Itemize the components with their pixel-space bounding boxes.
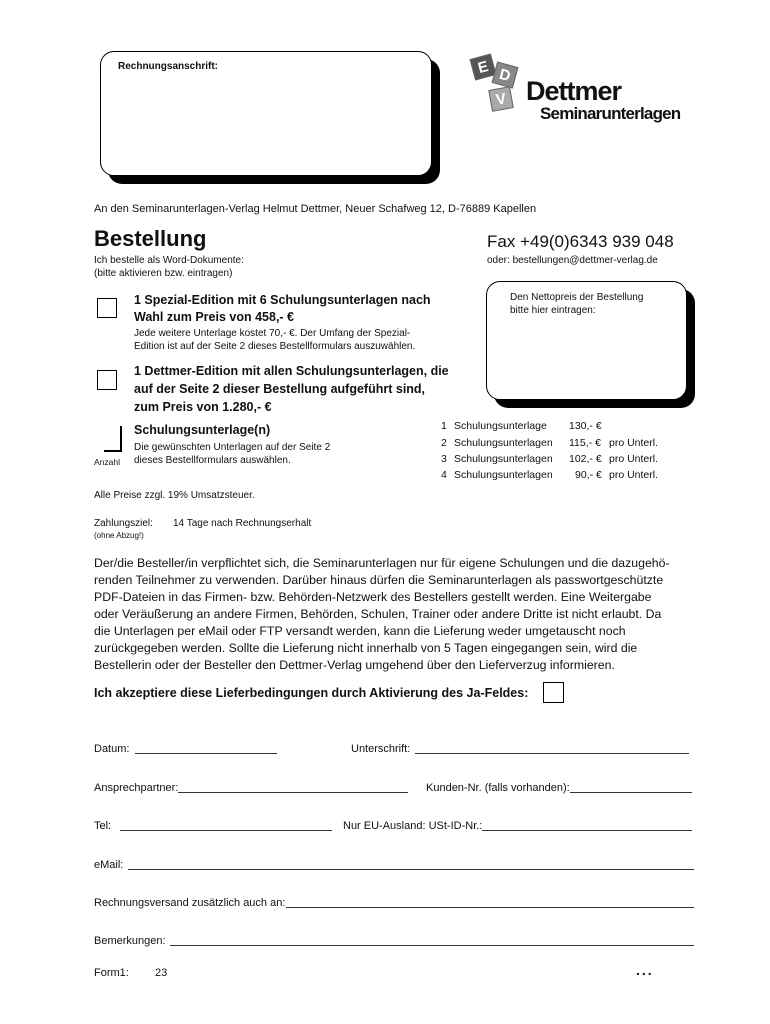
terms-line: oder Veräußerung an andere Firmen, Behörden, Schulen, Trainer oder andere Dritte ist nicht erlaubt. Da xyxy=(94,607,662,621)
contact-label: Ansprechpartner: xyxy=(94,782,179,794)
terms-line: PDF-Dateien in das Firmen- bzw. Behörden-Netzwerk des Bestellers gestellt werden. Eine Weitergabe xyxy=(94,590,652,604)
customer-no-input[interactable] xyxy=(570,792,692,793)
net-price-hint-line1: Den Nettopreis der Bestellung xyxy=(510,292,644,303)
signature-input[interactable] xyxy=(415,753,689,754)
price-qty: 1 xyxy=(441,420,447,432)
price-value: 130,- € xyxy=(569,420,602,432)
remarks-label: Bemerkungen: xyxy=(94,935,166,947)
price-item: Schulungsunterlagen xyxy=(454,437,553,449)
vat-note: Alle Preise zzgl. 19% Umsatzsteuer. xyxy=(94,490,255,501)
vat-id-input[interactable] xyxy=(482,830,692,831)
quantity-input[interactable] xyxy=(104,426,122,452)
special-edition-title xyxy=(134,292,431,326)
price-item: Schulungsunterlage xyxy=(454,420,547,432)
payment-note: (ohne Abzug!) xyxy=(94,531,144,540)
date-label: Datum: xyxy=(94,743,130,755)
logo-brand: Dettmer xyxy=(526,76,622,106)
date-input[interactable] xyxy=(135,753,277,754)
invoice-copy-label: Rechnungsversand zusätzlich auch an: xyxy=(94,897,286,909)
single-docs-note-line1: Die gewünschten Unterlagen auf der Seite 2 xyxy=(134,442,331,453)
order-intro-hint: (bitte aktivieren bzw. eintragen) xyxy=(94,268,233,279)
single-docs-note-line2: dieses Bestellformulars auswählen. xyxy=(134,455,291,466)
terms-paragraph xyxy=(94,555,694,674)
invoice-address-box[interactable] xyxy=(100,51,432,176)
logo-tile-e: E xyxy=(470,54,497,81)
terms-line: Der/die Besteller/in verpflichtet sich, die Seminarunterlagen nur für eigene Schulungen und die dazugehö- xyxy=(94,556,670,570)
single-docs-title: Schulungsunterlage(n) xyxy=(134,423,271,437)
fax-number: Fax +49(0)6343 939 048 xyxy=(487,232,674,251)
terms-line: die Unterlagen per eMail oder FTP versandt werden, kann die Lieferung weder umgetauscht noch xyxy=(94,624,626,638)
invoice-copy-input[interactable] xyxy=(286,907,694,908)
terms-line: Bestellerin oder der Besteller den Dettmer-Verlag umgehend über den Lieferverzug informieren. xyxy=(94,658,615,672)
special-edition-note xyxy=(134,327,415,353)
contact-input[interactable] xyxy=(178,792,408,793)
edv-logo xyxy=(468,50,708,130)
special-edition-note-line1: Jede weitere Unterlage kostet 70,- €. Der Umfang der Spezial- xyxy=(134,328,411,339)
price-item: Schulungsunterlagen xyxy=(454,469,553,481)
remarks-input[interactable] xyxy=(170,945,694,946)
payment-label: Zahlungsziel: xyxy=(94,518,153,529)
price-qty: 4 xyxy=(441,469,447,481)
full-edition-title-line1: 1 Dettmer-Edition mit allen Schulungsunterlagen, die xyxy=(134,364,449,378)
vat-id-label: Nur EU-Ausland: USt-ID-Nr.: xyxy=(343,820,483,832)
price-unit: pro Unterl. xyxy=(609,453,659,465)
price-unit: pro Unterl. xyxy=(609,437,659,449)
page-title: Bestellung xyxy=(94,226,207,251)
price-value: 115,- € xyxy=(569,437,601,449)
email-input[interactable] xyxy=(128,869,694,870)
full-edition-title xyxy=(134,362,449,416)
invoice-address-label: Rechnungsanschrift: xyxy=(118,61,219,72)
logo-tile-d: D xyxy=(492,62,519,89)
net-price-hint-line2: bitte hier eintragen: xyxy=(510,305,596,316)
payment-value: 14 Tage nach Rechnungserhalt xyxy=(173,518,312,529)
price-row xyxy=(441,420,447,432)
special-edition-checkbox[interactable] xyxy=(97,298,117,318)
signature-label: Unterschrift: xyxy=(351,743,411,755)
phone-input[interactable] xyxy=(120,830,332,831)
price-item: Schulungsunterlagen xyxy=(454,453,553,465)
continue-mark: ... xyxy=(636,962,654,978)
price-value: 90,- € xyxy=(575,469,602,481)
special-edition-title-line2: Wahl zum Preis von 458,- € xyxy=(134,310,295,324)
special-edition-title-line1: 1 Spezial-Edition mit 6 Schulungsunterlagen nach xyxy=(134,293,431,307)
customer-no-label: Kunden-Nr. (falls vorhanden): xyxy=(426,782,570,794)
terms-line: renden Teilnehmer zu verwenden. Darüber hinaus dürfen die Seminarunterlagen als passwortgeschützte xyxy=(94,573,664,587)
logo-subtitle: Seminarunterlagen xyxy=(540,104,681,123)
form-label: Form1: xyxy=(94,967,129,979)
full-edition-checkbox[interactable] xyxy=(97,370,117,390)
form-number: 23 xyxy=(155,967,168,979)
price-unit: pro Unterl. xyxy=(609,469,659,481)
full-edition-title-line2: auf der Seite 2 dieser Bestellung aufgeführt sind, xyxy=(134,382,426,396)
terms-line: zurückgegeben werden. Sollte die Lieferung nicht innerhalb von 5 Tagen eingegangen sein, wird die xyxy=(94,641,638,655)
quantity-label: Anzahl xyxy=(94,457,120,467)
recipient-line: An den Seminarunterlagen-Verlag Helmut Dettmer, Neuer Schafweg 12, D-76889 Kapellen xyxy=(94,203,537,215)
special-edition-note-line2: Edition ist auf der Seite 2 dieses Bestellformulars auszuwählen. xyxy=(134,341,416,352)
accept-terms-label: Ich akzeptiere diese Lieferbedingungen durch Aktivierung des Ja-Feldes: xyxy=(94,686,529,700)
price-value: 102,- € xyxy=(569,453,602,465)
price-qty: 2 xyxy=(441,437,447,449)
net-price-hint xyxy=(510,291,643,317)
price-qty: 3 xyxy=(441,453,447,465)
single-docs-note xyxy=(134,441,330,467)
phone-label: Tel: xyxy=(94,820,112,832)
net-price-box[interactable] xyxy=(486,281,687,400)
accept-terms-checkbox[interactable] xyxy=(543,682,564,703)
order-intro: Ich bestelle als Word-Dokumente: xyxy=(94,255,244,266)
logo-tile-v: V xyxy=(488,86,513,111)
email-label: eMail: xyxy=(94,859,124,871)
order-email: oder: bestellungen@dettmer-verlag.de xyxy=(487,255,658,266)
full-edition-title-line3: zum Preis von 1.280,- € xyxy=(134,400,272,414)
